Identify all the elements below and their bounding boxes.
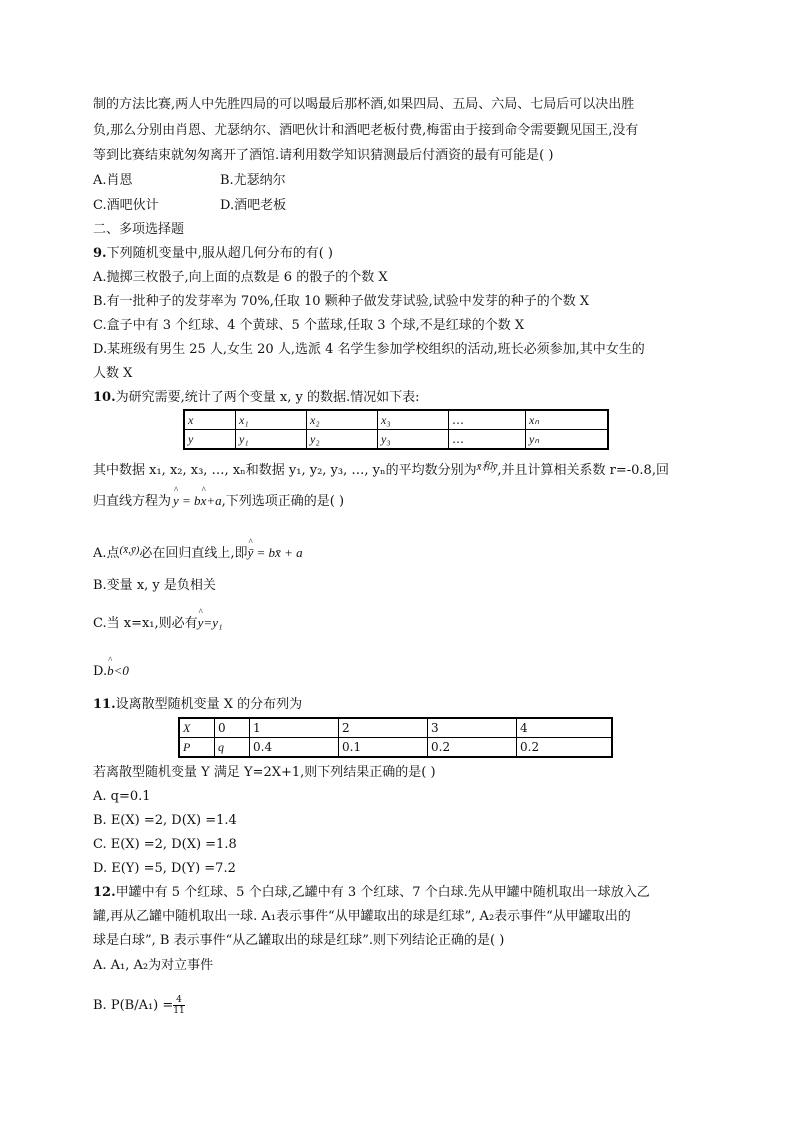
table-row xyxy=(179,738,612,758)
table-cell: x₁ xyxy=(236,410,307,430)
table-cell: 0 xyxy=(215,718,250,738)
table-cell: 2 xyxy=(339,718,428,738)
table-cell: 3 xyxy=(428,718,517,738)
table-cell: y xyxy=(184,430,236,450)
question-12-option-a: A. A₁, A₂为对立事件 xyxy=(93,958,214,973)
question-12-line-1 xyxy=(93,884,650,902)
table-cell: 4 xyxy=(517,718,613,738)
table-row xyxy=(179,718,612,738)
question-11-option-a: A. q=0.1 xyxy=(93,789,151,804)
intro-line-3: 等到比赛结束就匆匆离开了酒馆.请利用数学知识猜测最后付酒资的最有可能是( ) xyxy=(93,148,554,163)
question-12-option-b xyxy=(93,995,185,1016)
table-cell: … xyxy=(449,430,526,450)
regression-yhat: ^ y = b xyxy=(173,492,201,510)
intro-option-d: D.酒吧老板 xyxy=(220,198,287,213)
text-run: 归直线方程为 xyxy=(93,494,172,509)
table-cell: 0.2 xyxy=(517,738,613,758)
table-cell: 1 xyxy=(250,718,339,738)
distribution-table xyxy=(178,717,613,758)
question-9-option-d-cont: 人数 X xyxy=(93,366,133,381)
text-run: ,下列选项正确的是( ) xyxy=(221,494,345,509)
question-11-after: 若离散型随机变量 Y 满足 Y=2X+1,则下列结果正确的是( ) xyxy=(93,765,436,780)
regression-rest: ^ x+a xyxy=(201,492,222,510)
text-run: 其中数据 x₁, x₂, x₃, …, xₙ和数据 y₁, y₂, y₃, …, yₙ的平均数分别为 xyxy=(93,463,477,478)
question-10-option-d xyxy=(93,662,129,681)
table-row xyxy=(184,410,608,430)
question-10-stem xyxy=(93,389,419,407)
question-text: 甲罐中有 5 个红球、5 个白球,乙罐中有 3 个红球、7 个白球.先从甲罐中随机取出一球放入乙 xyxy=(115,885,650,900)
question-text: 设离散型随机变量 X 的分布列为 xyxy=(115,697,303,712)
question-12-line-3: 球是白球”, B 表示事件“从乙罐取出的球是红球”.则下列结论正确的是( ) xyxy=(93,933,505,948)
table-cell: yₙ xyxy=(526,430,609,450)
numerator: 4 xyxy=(176,995,182,1005)
question-11-option-b: B. E(X) =2, D(X) =1.4 xyxy=(93,813,237,828)
question-9-option-d: D.某班级有男生 25 人,女生 20 人,选派 4 名学生参加学校组织的活动,班长必须参加,其中女生的 xyxy=(93,342,645,357)
question-9-option-b: B.有一批种子的发芽率为 70%,任取 10 颗种子做发芽试验,试验中发芽的种子的个数 X xyxy=(93,294,590,309)
section-heading: 二、多项选择题 xyxy=(93,222,185,237)
table-cell: x₂ xyxy=(307,410,378,430)
text-run: C.当 x=x₁,则必有 xyxy=(93,616,198,631)
question-11-option-d: D. E(Y) =5, D(Y) =7.2 xyxy=(93,861,236,876)
question-number: 10. xyxy=(93,390,116,405)
question-10-option-a xyxy=(93,541,303,563)
question-12-line-2: 罐,再从乙罐中随机取出一球. A₁表示事件“从甲罐取出的球是红球”, A₂表示事件“从甲罐取出的 xyxy=(93,909,631,924)
predicted-value: ^ y=y₁ xyxy=(198,614,223,632)
data-table xyxy=(183,409,609,450)
table-cell: 0.4 xyxy=(250,738,339,758)
text-run: 必在回归直线上,即 xyxy=(139,546,248,561)
text-run: D. xyxy=(93,664,108,679)
fraction xyxy=(173,995,184,1016)
table-cell: P xyxy=(179,738,215,758)
table-cell: q xyxy=(215,738,250,758)
question-10-line-2 xyxy=(93,492,344,511)
intro-line-1: 制的方法比赛,两人中先胜四局的可以喝最后那杯酒,如果四局、五局、六局、七局后可以决出胜 xyxy=(93,97,635,112)
question-9-stem xyxy=(93,245,333,263)
intro-line-2: 负,那么分别由肖恩、尤瑟纳尔、酒吧伙计和酒吧老板付费,梅雷由于接到命令需要觐见国王,没有 xyxy=(93,123,639,138)
question-11-stem xyxy=(93,696,302,714)
intro-option-a: A.肖恩 xyxy=(93,173,133,188)
slope-condition: ^ b<0 xyxy=(107,662,129,680)
table-cell: 0.2 xyxy=(428,738,517,758)
question-number: 12. xyxy=(93,885,116,900)
intro-option-b: B.尤瑟纳尔 xyxy=(220,173,286,188)
text-run: B. P(B/A₁) = xyxy=(93,998,174,1013)
regression-equation: ^ ȳ = bx̄ + a xyxy=(248,544,303,562)
table-cell: 0.1 xyxy=(339,738,428,758)
table-cell: x₃ xyxy=(378,410,449,430)
table-cell: X xyxy=(179,718,215,738)
question-10-line-1 xyxy=(93,458,669,480)
question-9-option-c: C.盒子中有 3 个红球、4 个黄球、5 个蓝球,任取 3 个球,不是红球的个数 X xyxy=(93,318,525,333)
mean-point: (x̄,ȳ) xyxy=(119,544,140,556)
table-cell: x xyxy=(184,410,236,430)
question-10-option-c xyxy=(93,614,223,633)
question-text: 为研究需要,统计了两个变量 x, y 的数据.情况如下表: xyxy=(115,390,420,405)
text-run: ,并且计算相关系数 r=-0.8,回 xyxy=(497,463,669,478)
question-number: 11. xyxy=(93,697,116,712)
table-cell: y₂ xyxy=(307,430,378,450)
question-text: 下列随机变量中,服从超几何分布的有( ) xyxy=(106,246,333,261)
mean-symbols: x̄和ȳ xyxy=(476,461,498,473)
question-10-option-b: B.变量 x, y 是负相关 xyxy=(93,578,216,593)
text-run: A.点 xyxy=(93,546,120,561)
table-row xyxy=(184,430,608,450)
table-cell: y₃ xyxy=(378,430,449,450)
table-cell: … xyxy=(449,410,526,430)
table-cell: xₙ xyxy=(526,410,609,430)
table-cell: y₁ xyxy=(236,430,307,450)
question-number: 9. xyxy=(93,246,107,261)
denominator: 11 xyxy=(173,1006,185,1016)
intro-option-c: C.酒吧伙计 xyxy=(93,198,159,213)
question-11-option-c: C. E(X) =2, D(X) =1.8 xyxy=(93,837,237,852)
question-9-option-a: A.抛掷三枚骰子,向上面的点数是 6 的骰子的个数 X xyxy=(93,270,388,285)
